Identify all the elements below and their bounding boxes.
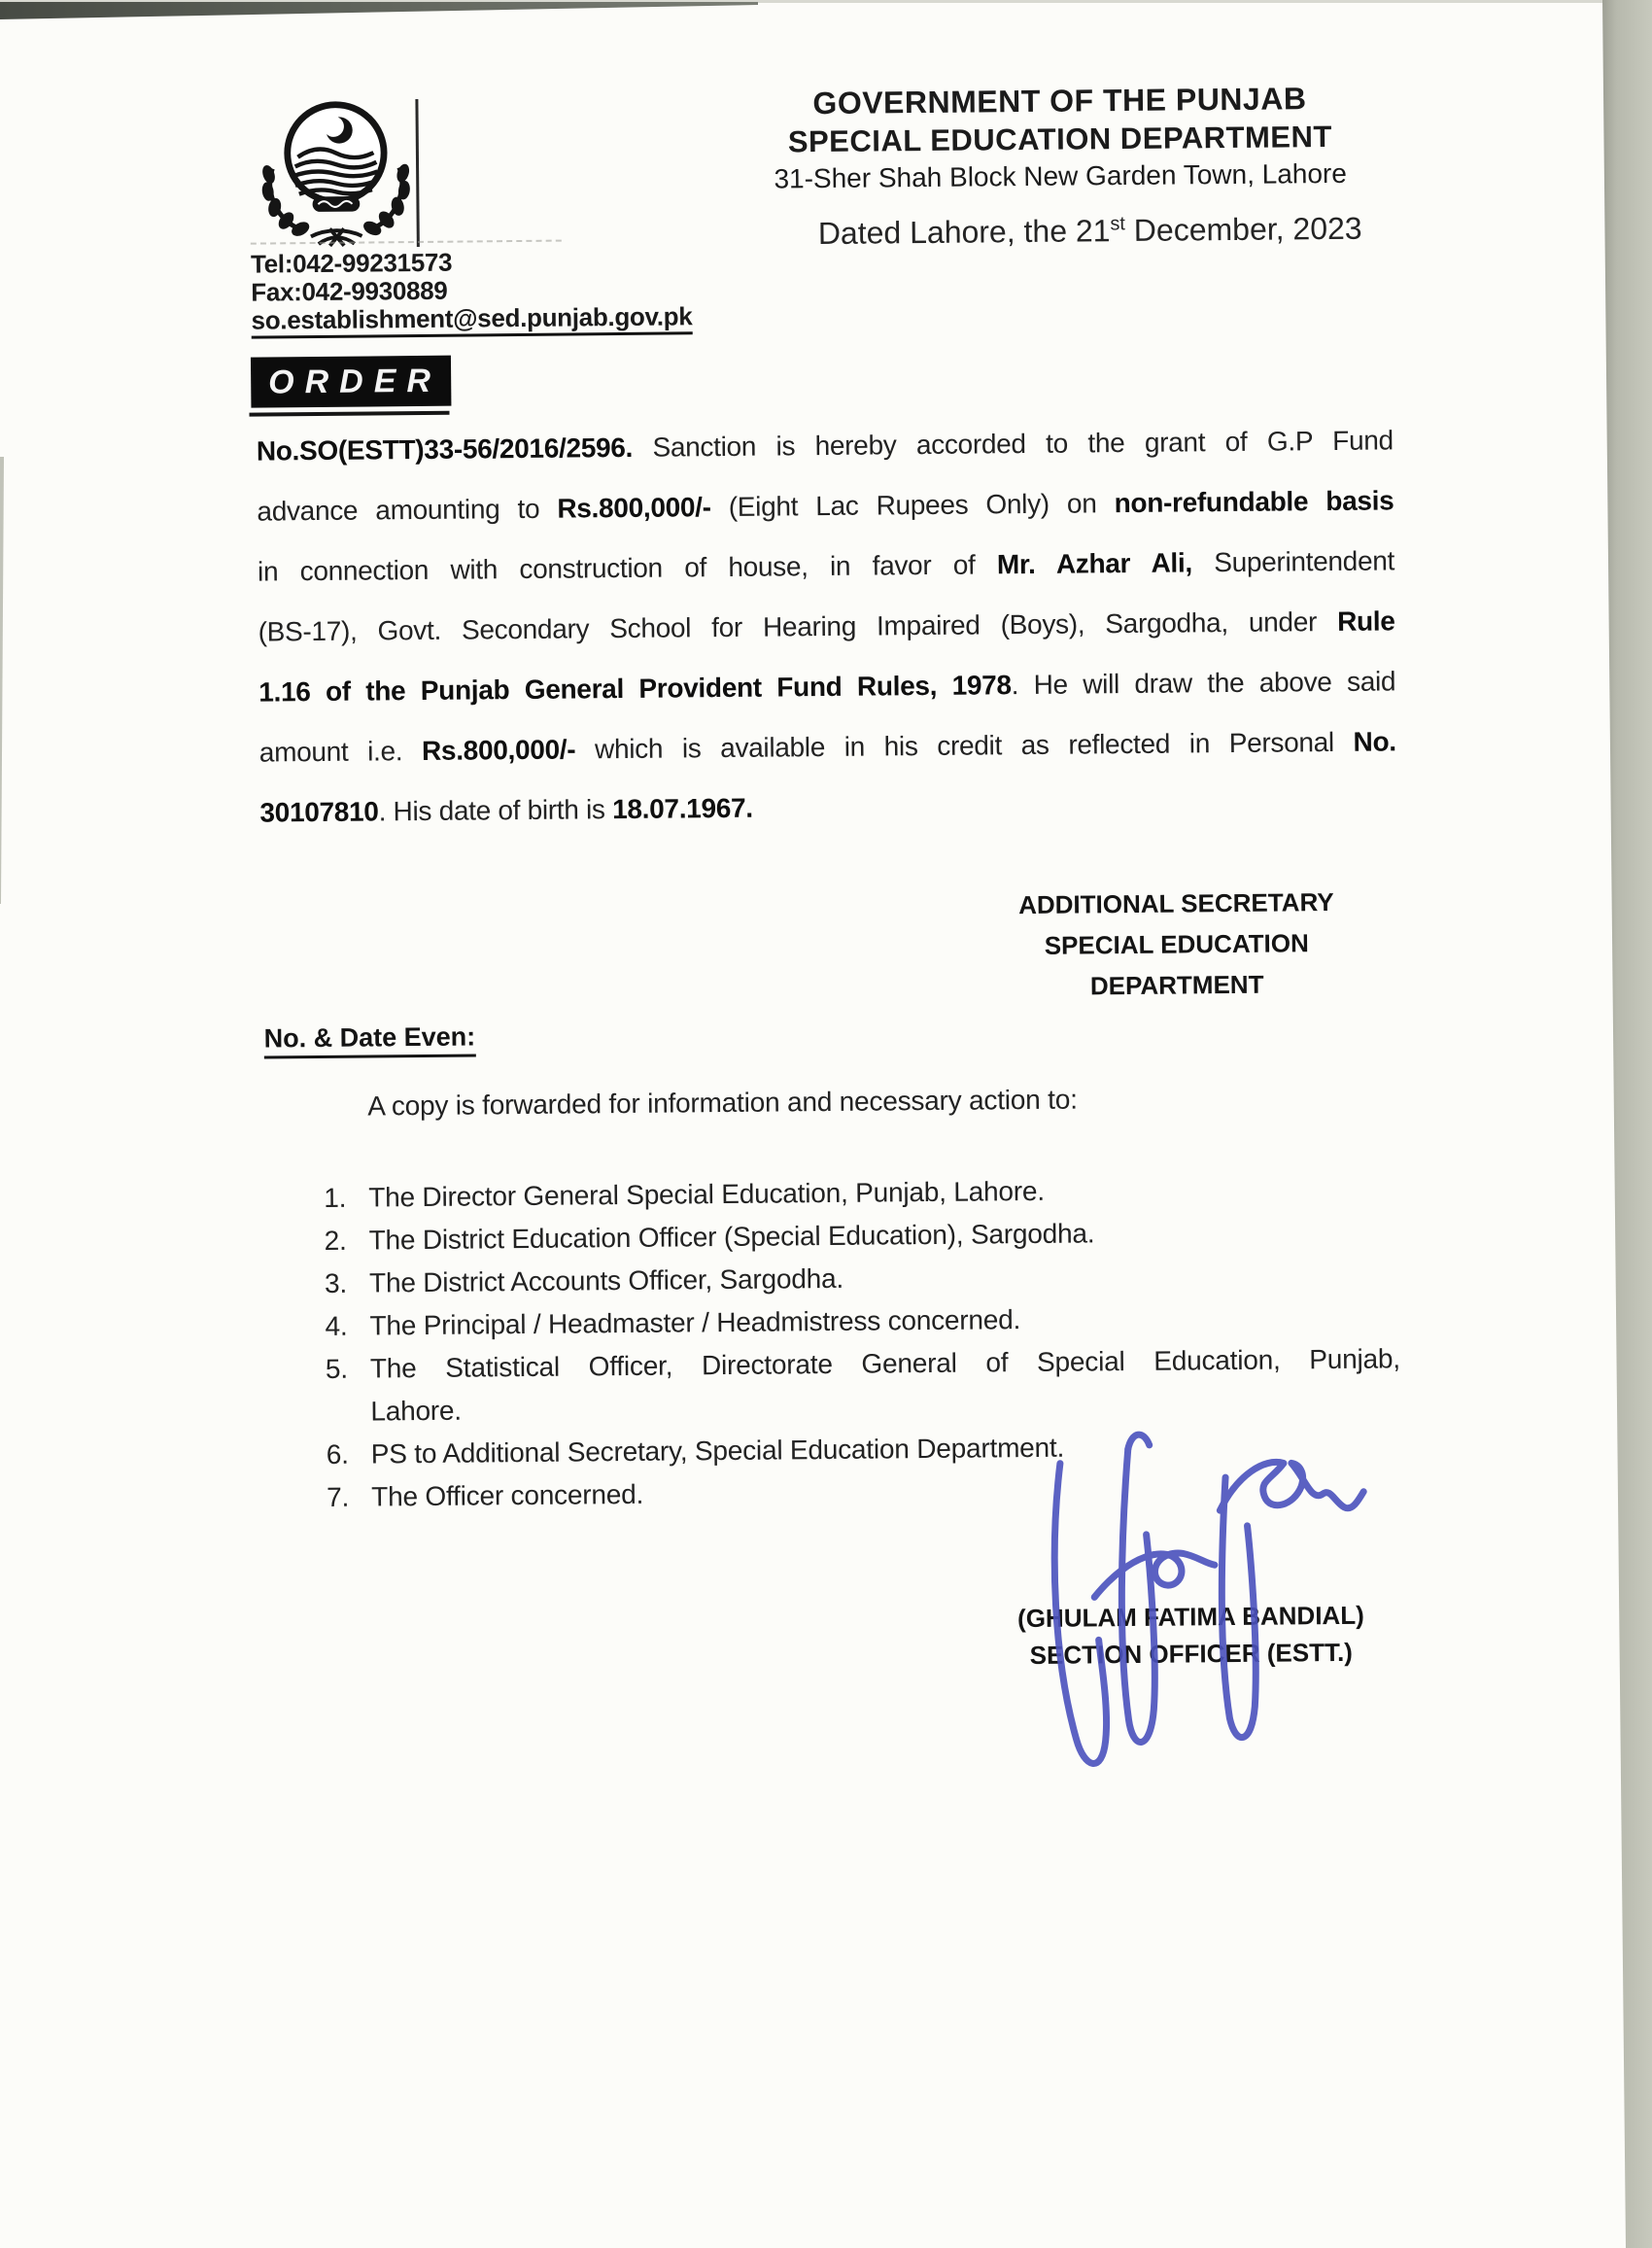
contact-block [251, 246, 693, 338]
body-line: No.SO(ESTT)33-56/2016/2596. Sanction is hereby accorded to the grant of G.P Fund [256, 425, 1394, 467]
email-line [251, 302, 692, 338]
order-heading: ORDER [251, 356, 451, 408]
dept-name-line2: SPECIAL EDUCATION DEPARTMENT [787, 119, 1332, 159]
date-line: Dated Lahore, the 21st December, 2023 [817, 210, 1362, 252]
signer-title: SECTION OFFICER (ESTT.) [1029, 1637, 1354, 1671]
item-number: 5. [325, 1353, 349, 1384]
dept-address: 31-Sher Shah Block New Garden Town, Lahore [774, 157, 1348, 194]
item-number: 7. [327, 1481, 350, 1512]
email-text: so.establishment@sed.punjab.gov.pk [251, 302, 692, 338]
fax-line: Fax:042-9930889 [251, 275, 448, 307]
dept-name-line1: GOVERNMENT OF THE PUNJAB [812, 81, 1307, 121]
cc-intro: A copy is forwarded for information and necessary action to: [367, 1084, 1078, 1122]
item-text: The Statistical Officer, Directorate General of Special Education, Punjab, Lahore. [369, 1343, 1401, 1427]
item-number: 6. [326, 1438, 349, 1470]
signatory-block [999, 882, 1354, 1007]
item-number: 2. [324, 1225, 347, 1256]
even-label: No. & Date Even: [264, 1021, 476, 1058]
signature-ink [1009, 1413, 1411, 1806]
order-heading-underline [249, 411, 449, 417]
item-number: 3. [324, 1267, 348, 1298]
signatory-line-2: SPECIAL EDUCATION [1044, 928, 1309, 960]
item-number: 4. [325, 1310, 348, 1341]
signatory-line-3: DEPARTMENT [1089, 969, 1264, 1001]
item-number: 1. [324, 1182, 347, 1213]
item-text: The Director General Special Education, Punjab, Lahore. [368, 1175, 1046, 1213]
body-line: 30107810. His date of birth is 18.07.1967. [259, 792, 753, 828]
letterhead [661, 78, 1459, 198]
date-ordinal-superscript: st [1110, 213, 1125, 235]
body-line: (BS-17), Govt. Secondary School for Hearing Impaired (Boys), Sargodha, under Rule [258, 605, 1395, 647]
signer-name: (GHULAM FATIMA BANDIAL) [1016, 1600, 1364, 1634]
item-text: PS to Additional Secretary, Special Education Department. [370, 1432, 1065, 1470]
item-text: The Principal / Headmaster / Headmistress concerned. [369, 1304, 1021, 1341]
body-line: advance amounting to Rs.800,000/- (Eight Lac Rupees Only) on non-refundable basis [257, 485, 1394, 527]
item-text: The District Education Officer (Special Education), Sargodha. [368, 1218, 1095, 1256]
tel-line: Tel:042-99231573 [250, 247, 453, 279]
punjab-crest-logo [245, 93, 427, 257]
body-line: in connection with construction of house, in favor of Mr. Azhar Ali, Superintendent [257, 545, 1395, 587]
item-text: The Officer concerned. [371, 1478, 644, 1512]
order-body [257, 410, 1397, 843]
item-text: The District Accounts Officer, Sargodha. [368, 1262, 844, 1298]
body-line: amount i.e. Rs.800,000/- which is available in his credit as reflected in Personal No. [258, 726, 1396, 768]
signatory-line-1: ADDITIONAL SECRETARY [1017, 886, 1334, 920]
body-line: 1.16 of the Punjab General Provident Fund Rules, 1978. He will draw the above said [258, 666, 1396, 708]
